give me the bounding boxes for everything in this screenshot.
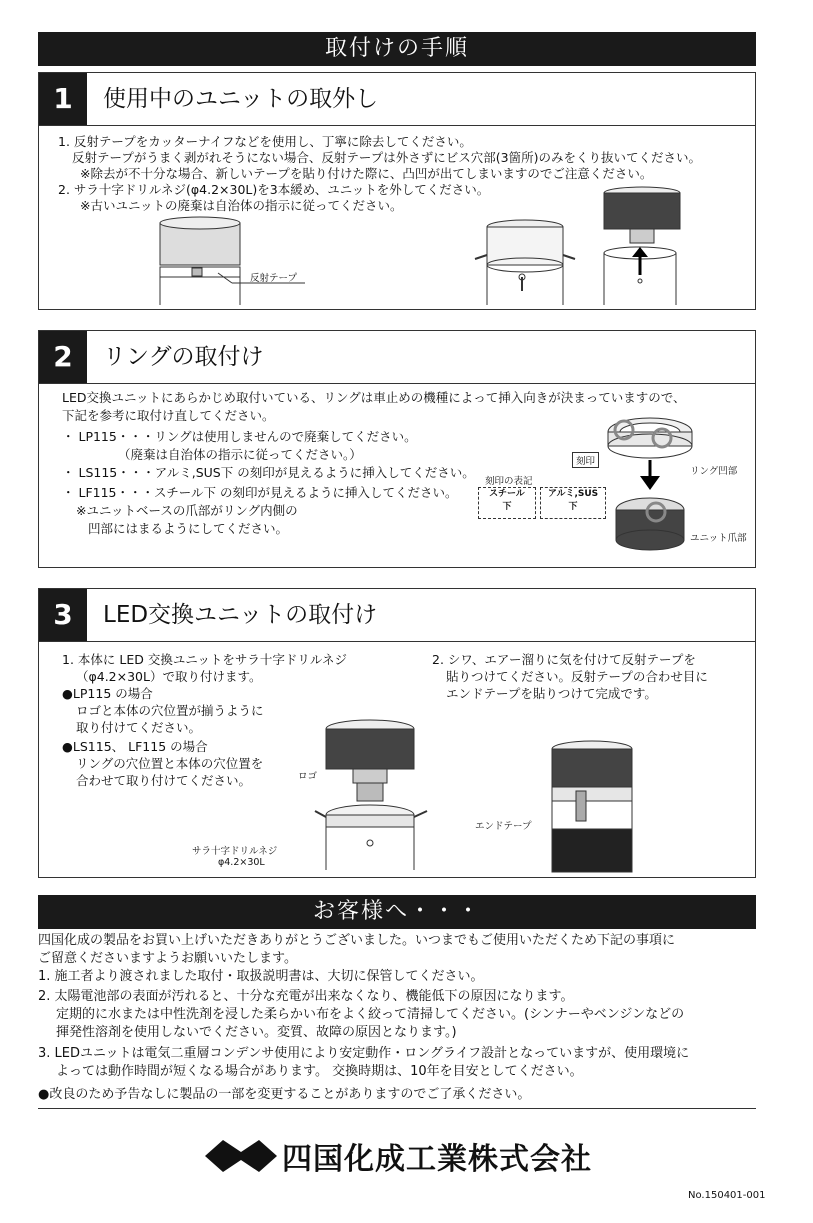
s2-line-6: ・ LF115・・・スチール下 の刻印が見えるように挿入してください。: [62, 485, 458, 500]
s3-left-line-7: リングの穴位置と本体の穴位置を: [76, 756, 264, 771]
label-screw: サラ十字ドリルネジ: [192, 846, 278, 857]
s2-line-7: ※ユニットベースの爪部がリング内側の: [76, 503, 298, 518]
cust-line-3: 1. 施工者より渡されました取付・取扱説明書は、大切に保管してください。: [38, 969, 484, 984]
s2-line-3: ・ LP115・・・リングは使用しませんので廃棄してください。: [62, 429, 417, 444]
s1-line-4: 2. サラ十字ドリルネジ(φ4.2×30L)を3本緩め、ユニットを外してください。: [58, 182, 490, 197]
company-logo-icon: [205, 1136, 277, 1176]
label-reflect-tape: 反射テープ: [250, 273, 298, 284]
s2-line-1: LED交換ユニットにあらかじめ取付いている、リングは車止めの機種によって挿入向きが決まっていますので、: [62, 390, 686, 405]
cust-line-9: ●改良のため予告なしに製品の一部を変更することがありますのでご了承ください。: [38, 1087, 531, 1102]
s1-line-5: ※古いユニットの廃棄は自治体の指示に従ってください。: [80, 198, 403, 213]
s3-right-line-2: 貼りつけてください。反射テープの合わせ目に: [446, 669, 708, 684]
company-name: 四国化成工業株式会社: [282, 1142, 592, 1177]
section-2-number: 2: [39, 331, 87, 383]
s3-left-line-3: ●LP115 の場合: [62, 686, 153, 701]
cust-line-7: 3. LEDユニットは電気二重層コンデンサ使用により安定動作・ロングライフ設計となっていますが、使用環境に: [38, 1046, 690, 1061]
s2-line-8: 凹部にはまるようにしてください。: [88, 521, 289, 536]
doc-number: No.150401-001: [688, 1190, 766, 1201]
s3-right-line-3: エンドテープを貼りつけて完成です。: [446, 686, 657, 701]
label-screw-size: φ4.2×30L: [218, 857, 265, 868]
mark-alsus-text: アルミ,SUS: [547, 489, 599, 499]
s2-line-2: 下記を参考に取付け直してください。: [62, 408, 275, 423]
s3-unit-install-illustration: [315, 715, 445, 870]
label-unit-claw: ユニット爪部: [690, 533, 747, 544]
section-3-title: LED交換ユニットの取付け: [103, 602, 378, 628]
s3-left-line-5: 取り付けてください。: [76, 720, 202, 735]
mark-steel-down: 下: [502, 502, 512, 512]
s3-left-line-2: （φ4.2×30L）で取り付けます。: [76, 669, 262, 684]
cust-line-8: よっては動作時間が短くなる場合があります。 交換時期は、10年を目安としてください。: [56, 1064, 583, 1079]
s3-left-line-8: 合わせて取り付けてください。: [76, 773, 252, 788]
section-1-title: 使用中のユニットの取外し: [103, 86, 379, 112]
s2-line-5: ・ LS115・・・アルミ,SUS下 の刻印が見えるように挿入してください。: [62, 465, 475, 480]
section-1-header: [39, 73, 755, 126]
customer-title: お客様へ・・・: [38, 895, 756, 929]
section-3-header: [39, 589, 755, 642]
s1-line-1: 1. 反射テープをカッターナイフなどを使用し、丁寧に除去してください。: [58, 134, 472, 149]
cust-line-2: ご留意くださいますようお願いいたします。: [38, 951, 297, 966]
s1-line-2: 反射テープがうまく剥がれそうにない場合、反射テープは外さずにビス穴部(3箇所)のみをくり抜いてください。: [72, 150, 701, 165]
section-2-header: [39, 331, 755, 384]
label-logo: ロゴ: [298, 771, 318, 782]
divider: [38, 1108, 756, 1109]
page-title: 取付けの手順: [38, 32, 756, 66]
s3-left-line-6: ●LS115、 LF115 の場合: [62, 739, 208, 754]
s1-bollard-screws-illustration: [470, 215, 590, 305]
s3-left-line-1: 1. 本体に LED 交換ユニットをサラ十字ドリルネジ: [62, 652, 347, 667]
label-ring-recess: リング凹部: [690, 466, 738, 477]
cust-line-1: 四国化成の製品をお買い上げいただきありがとうございました。いつまでもご使用いただくため下記の事項に: [38, 933, 676, 948]
cust-line-5: 定期的に水または中性洗剤を浸した柔らかい布をよく絞って清掃してください。(シンナーやベンジンなどの: [56, 1007, 685, 1022]
section-2-title: リングの取付け: [103, 344, 264, 370]
cust-line-6: 揮発性溶剤を使用しないでください。変質、故障の原因となります。): [56, 1025, 457, 1040]
section-1-number: 1: [39, 73, 87, 125]
mark-steel-text: スチール: [489, 489, 525, 499]
mark-alsus: [540, 487, 606, 519]
s1-bollard-tape-illustration: [150, 215, 310, 305]
s1-line-3: ※除去が不十分な場合、新しいテープを貼り付けた際に、凸凹が出てしまいますのでご注意ください。: [80, 166, 653, 181]
mark-alsus-down: 下: [568, 502, 578, 512]
mark-title: 刻印の表記: [485, 476, 533, 487]
s3-left-line-4: ロゴと本体の穴位置が揃うように: [76, 703, 264, 718]
section-3-number: 3: [39, 589, 87, 641]
label-kokuin: 刻印: [572, 452, 599, 468]
mark-steel: [478, 487, 536, 519]
s3-right-line-1: 2. シワ、エアー溜りに気を付けて反射テープを: [432, 652, 696, 667]
label-end-tape: エンドテープ: [475, 821, 532, 832]
s3-endtape-illustration: [548, 737, 638, 872]
cust-line-4: 2. 太陽電池部の表面が汚れると、十分な充電が出来なくなり、機能低下の原因になります。: [38, 989, 574, 1004]
s1-unit-removal-illustration: [600, 185, 690, 305]
s2-line-4: （廃棄は自治体の指示に従ってください。）: [118, 447, 362, 462]
